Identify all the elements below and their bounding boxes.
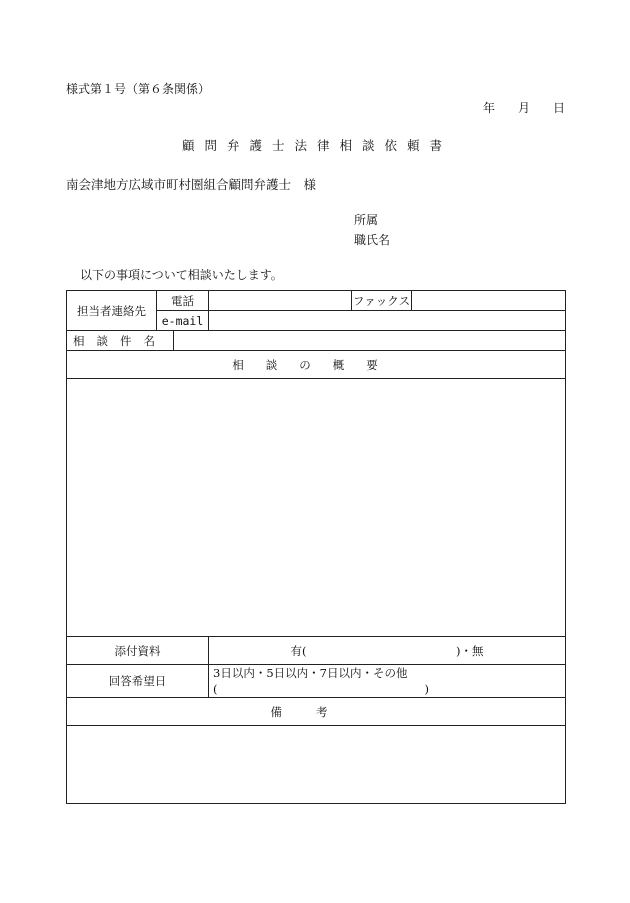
summary-label: 相談の概要 [67,351,566,379]
reply-date-value[interactable]: 3日以内・5日以内・7日以内・その他( ) [209,665,566,698]
attachments-label: 添付資料 [67,637,209,665]
form-number: 様式第１号（第６条関係） [66,82,211,96]
addressee: 南会津地方広域市町村圏組合顧問弁護士 様 [66,177,317,192]
remarks-label: 備考 [67,698,566,726]
document-title: 顧問弁護士法律相談依頼書 [182,138,453,153]
subject-label: 相談件名 [67,331,174,351]
consultation-table [66,290,566,804]
name-label: 職氏名 [354,233,391,247]
phone-label: 電話 [157,291,209,311]
intro-text: 以下の事項について相談いたします。 [80,268,283,282]
reply-date-label: 回答希望日 [67,665,209,698]
email-label: e-mail [157,311,209,331]
date-month: 月 [518,101,531,115]
phone-field[interactable] [209,291,352,311]
fax-field[interactable] [412,291,566,311]
fax-label: ファックス [352,291,412,311]
date-day: 日 [553,101,566,115]
attachments-value[interactable]: 有( )・無 [209,637,566,665]
date-year: 年 [483,101,496,115]
affiliation-label: 所属 [354,213,379,227]
email-field[interactable] [209,311,566,331]
remarks-field[interactable] [67,726,566,804]
summary-field[interactable] [67,379,566,637]
subject-field[interactable] [174,331,566,351]
contact-label: 担当者連絡先 [67,291,157,331]
